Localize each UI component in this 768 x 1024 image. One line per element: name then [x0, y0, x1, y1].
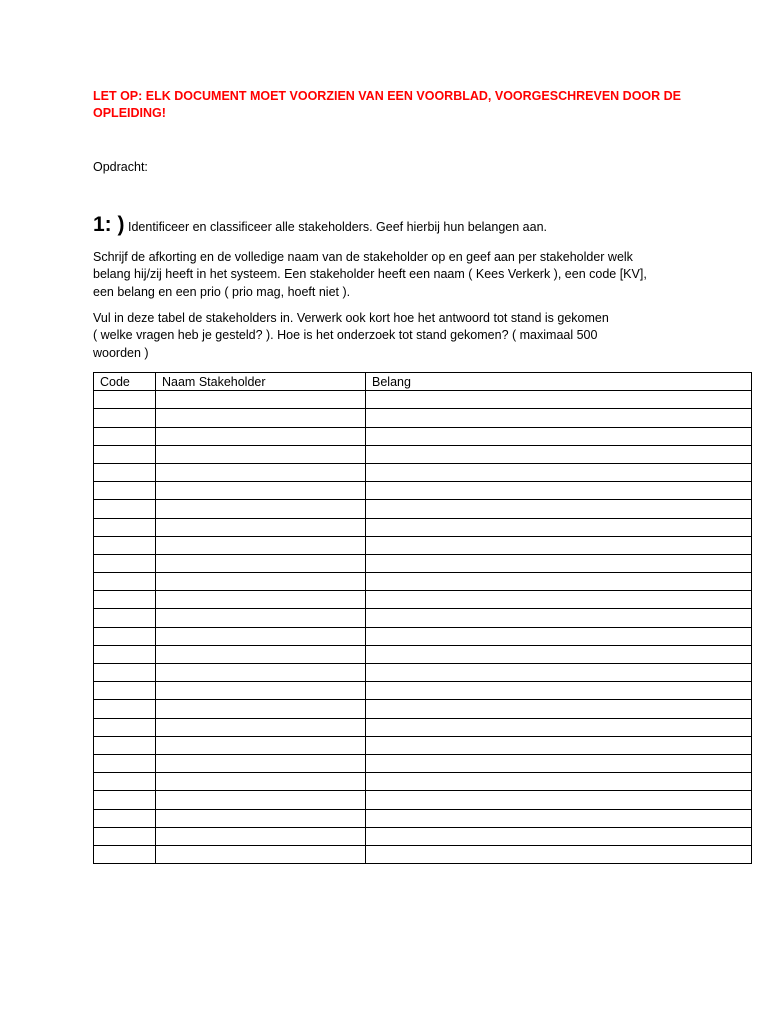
table-body [94, 391, 752, 864]
task-heading [93, 213, 547, 239]
cell-belang[interactable] [366, 718, 752, 736]
cell-name[interactable] [156, 500, 366, 518]
cell-code[interactable] [94, 591, 156, 609]
cell-belang[interactable] [366, 482, 752, 500]
cell-name[interactable] [156, 645, 366, 663]
cell-name[interactable] [156, 754, 366, 772]
cell-code[interactable] [94, 791, 156, 809]
table-row [94, 682, 752, 700]
cell-name[interactable] [156, 809, 366, 827]
cell-code[interactable] [94, 682, 156, 700]
table-row [94, 573, 752, 591]
cell-belang[interactable] [366, 773, 752, 791]
table-row [94, 609, 752, 627]
cell-code[interactable] [94, 445, 156, 463]
cell-code[interactable] [94, 554, 156, 572]
column-header-name: Naam Stakeholder [156, 373, 366, 391]
table-row [94, 736, 752, 754]
cell-name[interactable] [156, 427, 366, 445]
cell-belang[interactable] [366, 645, 752, 663]
paragraph-line: Vul in deze tabel de stakeholders in. Verwerk ook kort hoe het antwoord tot stand is gekomen [93, 311, 609, 325]
cell-belang[interactable] [366, 791, 752, 809]
cell-belang[interactable] [366, 736, 752, 754]
table-row [94, 445, 752, 463]
cell-code[interactable] [94, 627, 156, 645]
cell-code[interactable] [94, 409, 156, 427]
table-row [94, 718, 752, 736]
cell-name[interactable] [156, 736, 366, 754]
cell-code[interactable] [94, 700, 156, 718]
table-row [94, 664, 752, 682]
task-number: 1: ) [93, 213, 125, 236]
cell-code[interactable] [94, 427, 156, 445]
paragraph-line: woorden ) [93, 345, 149, 360]
table-row [94, 409, 752, 427]
cell-name[interactable] [156, 482, 366, 500]
cell-code[interactable] [94, 391, 156, 409]
cell-code[interactable] [94, 845, 156, 863]
cell-code[interactable] [94, 827, 156, 845]
cell-name[interactable] [156, 536, 366, 554]
cell-code[interactable] [94, 754, 156, 772]
cell-name[interactable] [156, 445, 366, 463]
cell-belang[interactable] [366, 427, 752, 445]
paragraph-line: ( welke vragen heb je gesteld? ). Hoe is het onderzoek tot stand gekomen? ( maximaal 500 [93, 328, 598, 343]
cell-name[interactable] [156, 718, 366, 736]
cell-name[interactable] [156, 845, 366, 863]
instruction-paragraph-2 [93, 310, 653, 362]
cell-belang[interactable] [366, 500, 752, 518]
cell-belang[interactable] [366, 627, 752, 645]
cell-code[interactable] [94, 573, 156, 591]
cell-name[interactable] [156, 591, 366, 609]
cell-belang[interactable] [366, 700, 752, 718]
cell-belang[interactable] [366, 609, 752, 627]
cell-name[interactable] [156, 518, 366, 536]
table-row [94, 591, 752, 609]
table-row [94, 627, 752, 645]
cell-code[interactable] [94, 609, 156, 627]
cell-belang[interactable] [366, 536, 752, 554]
table-row [94, 427, 752, 445]
cell-belang[interactable] [366, 554, 752, 572]
table-row [94, 809, 752, 827]
cell-name[interactable] [156, 627, 366, 645]
cell-code[interactable] [94, 500, 156, 518]
table-row [94, 463, 752, 481]
paragraph-line: Schrijf de afkorting en de volledige naam van de stakeholder op en geef aan per stakeholder welk [93, 250, 633, 264]
cell-name[interactable] [156, 463, 366, 481]
table-row [94, 791, 752, 809]
cell-belang[interactable] [366, 845, 752, 863]
cell-name[interactable] [156, 700, 366, 718]
cell-code[interactable] [94, 645, 156, 663]
table-row [94, 500, 752, 518]
cell-belang[interactable] [366, 518, 752, 536]
table-row [94, 700, 752, 718]
cell-belang[interactable] [366, 809, 752, 827]
cell-belang[interactable] [366, 445, 752, 463]
stakeholder-table [93, 372, 752, 864]
cell-name[interactable] [156, 827, 366, 845]
cell-name[interactable] [156, 609, 366, 627]
table-row [94, 773, 752, 791]
column-header-code: Code [94, 373, 156, 391]
cell-name[interactable] [156, 573, 366, 591]
table-row [94, 518, 752, 536]
cell-name[interactable] [156, 664, 366, 682]
table-row [94, 391, 752, 409]
table-header-row [94, 373, 752, 391]
table-row [94, 645, 752, 663]
cell-code[interactable] [94, 664, 156, 682]
task-text: Identificeer en classificeer alle stakeholders. Geef hierbij hun belangen aan. [127, 220, 547, 234]
cell-belang[interactable] [366, 591, 752, 609]
cell-name[interactable] [156, 791, 366, 809]
cell-code[interactable] [94, 518, 156, 536]
paragraph-line: belang hij/zij heeft in het systeem. Een stakeholder heeft een naam ( Kees Verkerk ), een code [KV], [93, 267, 647, 282]
table-row [94, 482, 752, 500]
cell-name[interactable] [156, 554, 366, 572]
column-header-belang: Belang [366, 373, 752, 391]
cell-code[interactable] [94, 736, 156, 754]
cell-code[interactable] [94, 536, 156, 554]
cell-code[interactable] [94, 463, 156, 481]
cell-belang[interactable] [366, 827, 752, 845]
assignment-label: Opdracht: [93, 160, 148, 174]
cell-name[interactable] [156, 682, 366, 700]
paragraph-line: een belang en een prio ( prio mag, hoeft niet ). [93, 284, 351, 299]
table-row [94, 845, 752, 863]
table-row [94, 536, 752, 554]
cell-belang[interactable] [366, 664, 752, 682]
cell-belang[interactable] [366, 463, 752, 481]
cell-code[interactable] [94, 718, 156, 736]
instruction-paragraph-1 [93, 249, 678, 301]
table-row [94, 754, 752, 772]
cell-name[interactable] [156, 409, 366, 427]
cell-belang[interactable] [366, 409, 752, 427]
cell-belang[interactable] [366, 754, 752, 772]
cell-name[interactable] [156, 391, 366, 409]
cell-code[interactable] [94, 809, 156, 827]
cell-belang[interactable] [366, 573, 752, 591]
cell-belang[interactable] [366, 391, 752, 409]
cover-page-warning: LET OP: ELK DOCUMENT MOET VOORZIEN VAN EEN VOORBLAD, VOORGESCHREVEN DOOR DE OPLEIDING! [93, 89, 682, 120]
table-row [94, 827, 752, 845]
cell-code[interactable] [94, 482, 156, 500]
cell-name[interactable] [156, 773, 366, 791]
table-row [94, 554, 752, 572]
cell-belang[interactable] [366, 682, 752, 700]
cell-code[interactable] [94, 773, 156, 791]
